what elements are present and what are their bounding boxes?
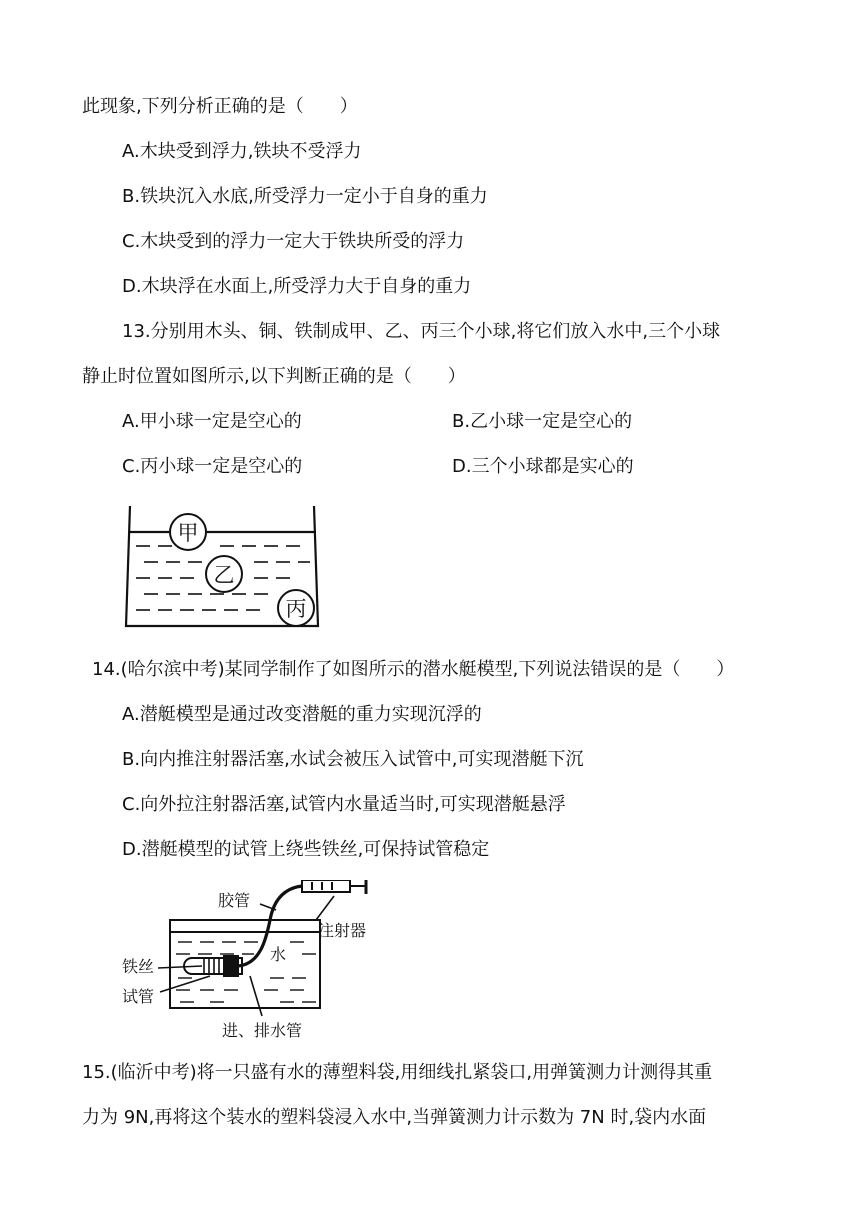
q14-label-syringe: 注射器 (318, 921, 367, 940)
q13-stem-line2: 静止时位置如图所示,以下判断正确的是（ ） (82, 366, 466, 387)
q14-figure (120, 880, 390, 1042)
q14-label-water: 水 (270, 945, 287, 964)
q13-stem-line1: 13.分别用木头、铜、铁制成甲、乙、丙三个小球,将它们放入水中,三个小球 (122, 321, 721, 342)
q12-option-c: C.木块受到的浮力一定大于铁块所受的浮力 (122, 231, 465, 252)
q13-option-c: C.丙小球一定是空心的 (122, 456, 303, 477)
q13-ball-bing-label: 丙 (285, 597, 307, 621)
q14-syringe-leader (316, 896, 334, 920)
q14-option-b: B.向内推注射器活塞,水试会被压入试管中,可实现潜艇下沉 (122, 749, 584, 770)
q14-stem: 14.(哈尔滨中考)某同学制作了如图所示的潜水艇模型,下列说法错误的是（ ） (92, 659, 735, 680)
q13-option-b: B.乙小球一定是空心的 (452, 411, 633, 432)
q14-drain-leader (250, 976, 262, 1016)
q14-label-hose: 胶管 (218, 891, 251, 910)
q13-figure (120, 502, 326, 632)
q14-option-a: A.潜艇模型是通过改变潜艇的重力实现沉浮的 (122, 704, 482, 725)
q12-option-d: D.木块浮在水面上,所受浮力大于自身的重力 (122, 276, 472, 297)
q12-stem-tail: 此现象,下列分析正确的是（ ） (82, 96, 358, 117)
q13-ball-jia-label: 甲 (177, 521, 199, 545)
q15-stem-line1: 15.(临沂中考)将一只盛有水的薄塑料袋,用细线扎紧袋口,用弹簧测力计测得其重 (82, 1062, 713, 1083)
q14-label-wire: 铁丝 (122, 957, 155, 976)
q14-option-c: C.向外拉注射器活塞,试管内水量适当时,可实现潜艇悬浮 (122, 794, 566, 815)
q14-stopper (224, 956, 238, 976)
q14-option-d: D.潜艇模型的试管上绕些铁丝,可保持试管稳定 (122, 839, 490, 860)
q15-stem-line2: 力为 9N,再将这个装水的塑料袋浸入水中,当弹簧测力计示数为 7N 时,袋内水面 (82, 1107, 707, 1128)
q13-option-d: D.三个小球都是实心的 (452, 456, 634, 477)
q12-option-a: A.木块受到浮力,铁块不受浮力 (122, 141, 362, 162)
q12-option-b: B.铁块沉入水底,所受浮力一定小于自身的重力 (122, 186, 488, 207)
q14-syringe (302, 880, 366, 894)
q13-ball-yi-label: 乙 (213, 563, 235, 587)
q14-label-drain: 进、排水管 (222, 1021, 303, 1040)
q14-label-tube: 试管 (122, 987, 155, 1006)
q13-option-a: A.甲小球一定是空心的 (122, 411, 302, 432)
